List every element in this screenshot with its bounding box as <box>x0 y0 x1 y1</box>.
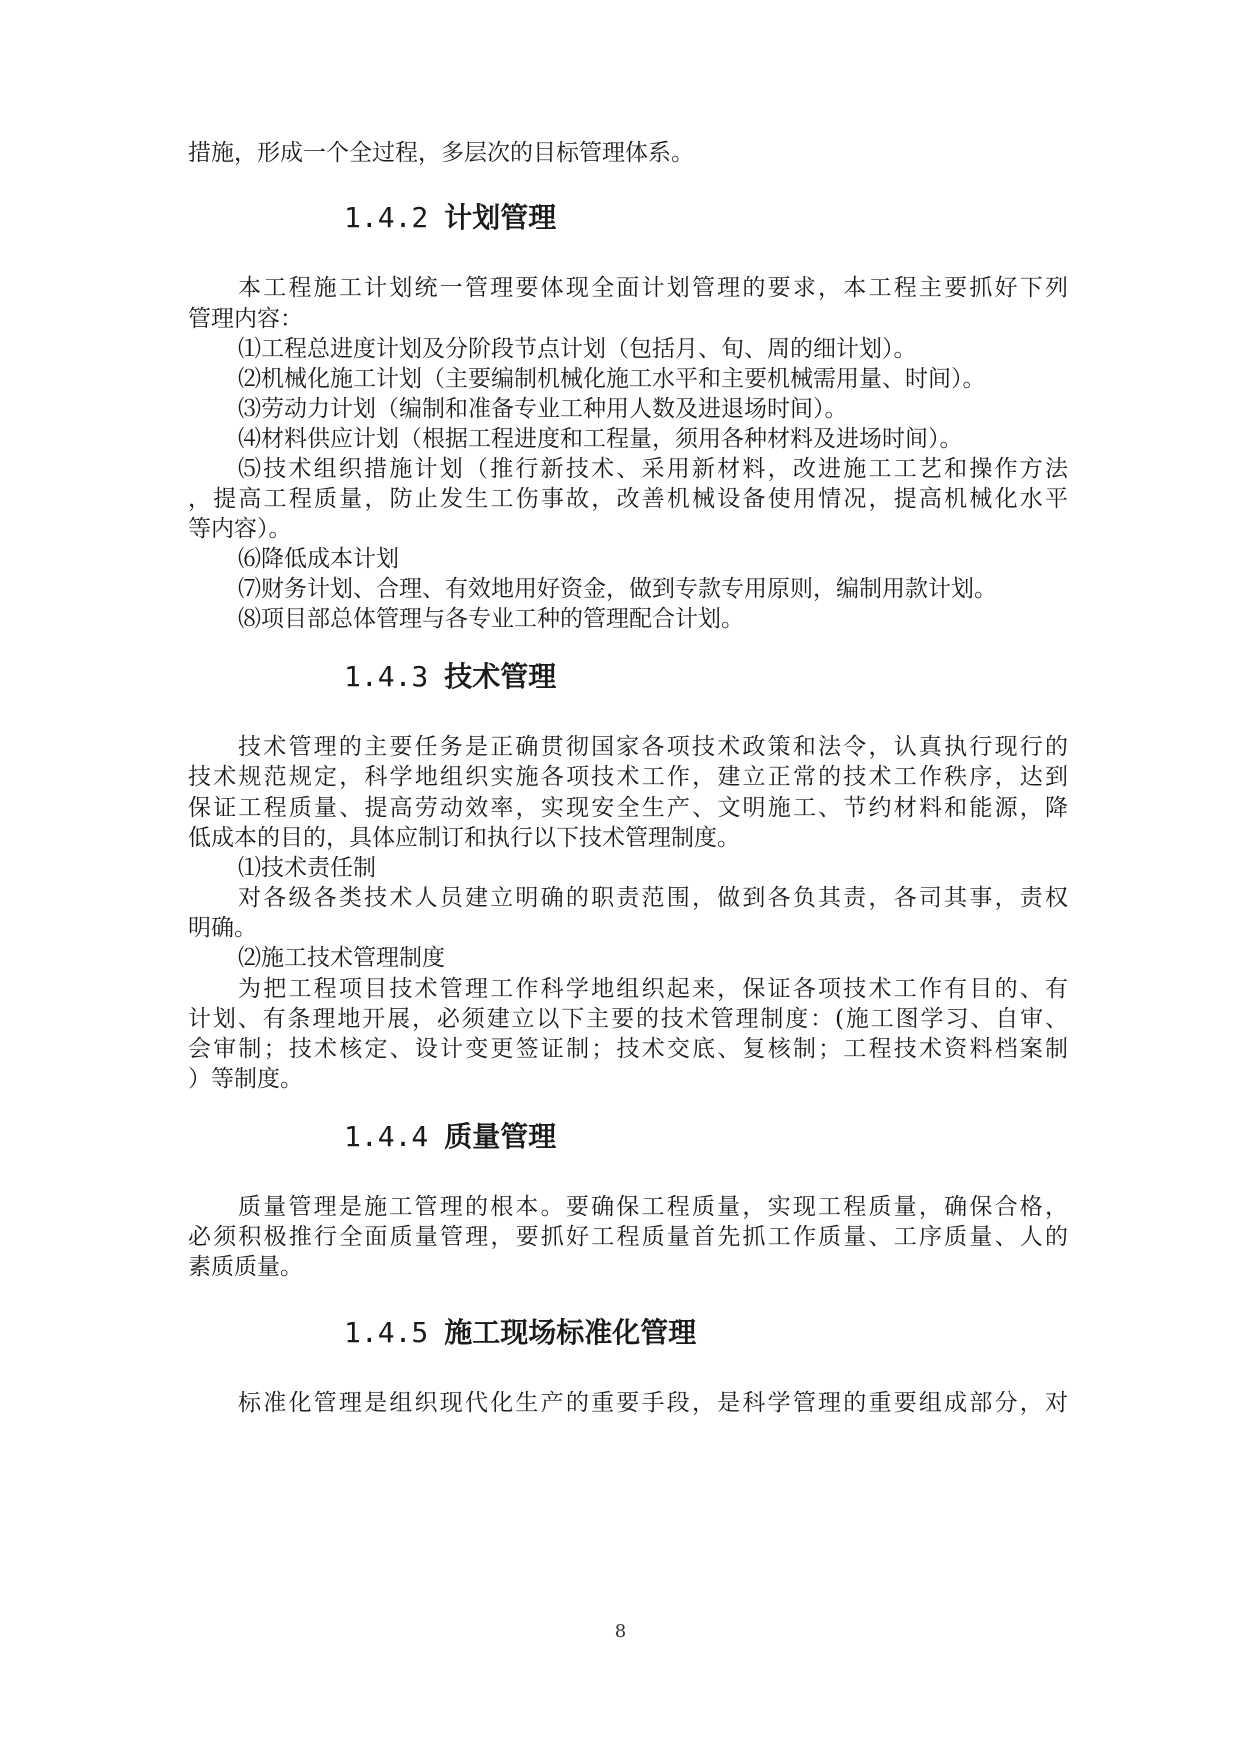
paragraph-line: 措施，形成一个全过程，多层次的目标管理体系。 <box>188 140 694 166</box>
paragraph-line: 会审制；技术核定、设计变更签证制；技术交底、复核制；工程技术资料档案制 <box>188 1036 1068 1062</box>
paragraph-line: 标准化管理是组织现代化生产的重要手段，是科学管理的重要组成部分，对 <box>238 1390 1068 1416</box>
paragraph-line: 计划、有条理地开展，必须建立以下主要的技术管理制度：(施工图学习、自审、 <box>188 1006 1068 1032</box>
paragraph-line: 保证工程质量、提高劳动效率，实现安全生产、文明施工、节约材料和能源，降 <box>188 795 1068 821</box>
paragraph-line: 本工程施工计划统一管理要体现全面计划管理的要求，本工程主要抓好下列 <box>238 275 1068 301</box>
section-title: 施工现场标准化管理 <box>444 1316 697 1349</box>
list-item: ⑻项目部总体管理与各专业工种的管理配合计划。 <box>238 606 744 632</box>
paragraph-line: ）等制度。 <box>188 1066 303 1092</box>
paragraph-line: 管理内容： <box>188 306 303 332</box>
paragraph-line: 明确。 <box>188 915 257 941</box>
list-item: ⑹降低成本计划 <box>238 546 399 572</box>
paragraph-line: 为把工程项目技术管理工作科学地组织起来，保证各项技术工作有目的、有 <box>238 976 1068 1002</box>
list-item: ⑺财务计划、合理、有效地用好资金，做到专款专用原则，编制用款计划。 <box>238 576 997 602</box>
section-title: 质量管理 <box>444 1120 557 1153</box>
section-heading-1-4-2 <box>344 198 556 238</box>
section-number: 1.4.3 <box>344 660 429 693</box>
section-number: 1.4.2 <box>344 201 429 234</box>
paragraph-line: 技术管理的主要任务是正确贯彻国家各项技术政策和法令，认真执行现行的 <box>238 734 1068 760</box>
section-title: 计划管理 <box>444 201 557 234</box>
section-number: 1.4.4 <box>344 1120 429 1153</box>
paragraph-line: ，提高工程质量，防止发生工伤事故，改善机械设备使用情况，提高机械化水平 <box>188 486 1068 512</box>
paragraph-line: 对各级各类技术人员建立明确的职责范围，做到各负其责，各司其事，责权 <box>238 885 1068 911</box>
list-item: ⑴工程总进度计划及分阶段节点计划（包括月、旬、周的细计划）。 <box>238 336 917 362</box>
page-number: 8 <box>614 1621 627 1642</box>
list-item: ⑶劳动力计划（编制和准备专业工种用人数及进退场时间）。 <box>238 396 848 422</box>
section-heading-1-4-3 <box>344 657 556 697</box>
paragraph-line: 等内容）。 <box>188 516 292 542</box>
list-item: ⑸技术组织措施计划（推行新技术、采用新材料，改进施工工艺和操作方法 <box>238 456 1068 482</box>
paragraph-line: 技术规范规定，科学地组织实施各项技术工作，建立正常的技术工作秩序，达到 <box>188 764 1068 790</box>
list-item: ⑷材料供应计划（根据工程进度和工程量，须用各种材料及进场时间）。 <box>238 426 963 452</box>
section-heading-1-4-5 <box>344 1313 696 1353</box>
paragraph-line: 低成本的目的，具体应制订和执行以下技术管理制度。 <box>188 825 740 851</box>
section-title: 技术管理 <box>444 660 557 693</box>
section-heading-1-4-4 <box>344 1117 556 1157</box>
paragraph-line: 质量管理是施工管理的根本。要确保工程质量，实现工程质量，确保合格， <box>238 1194 1068 1220</box>
list-item: ⑵机械化施工计划（主要编制机械化施工水平和主要机械需用量、时间）。 <box>238 366 986 392</box>
section-number: 1.4.5 <box>344 1316 429 1349</box>
list-item: ⑴技术责任制 <box>238 855 376 881</box>
paragraph-line: 必须积极推行全面质量管理，要抓好工程质量首先抓工作质量、工序质量、人的 <box>188 1224 1068 1250</box>
paragraph-line: 素质质量。 <box>188 1254 303 1280</box>
list-item: ⑵施工技术管理制度 <box>238 945 445 971</box>
